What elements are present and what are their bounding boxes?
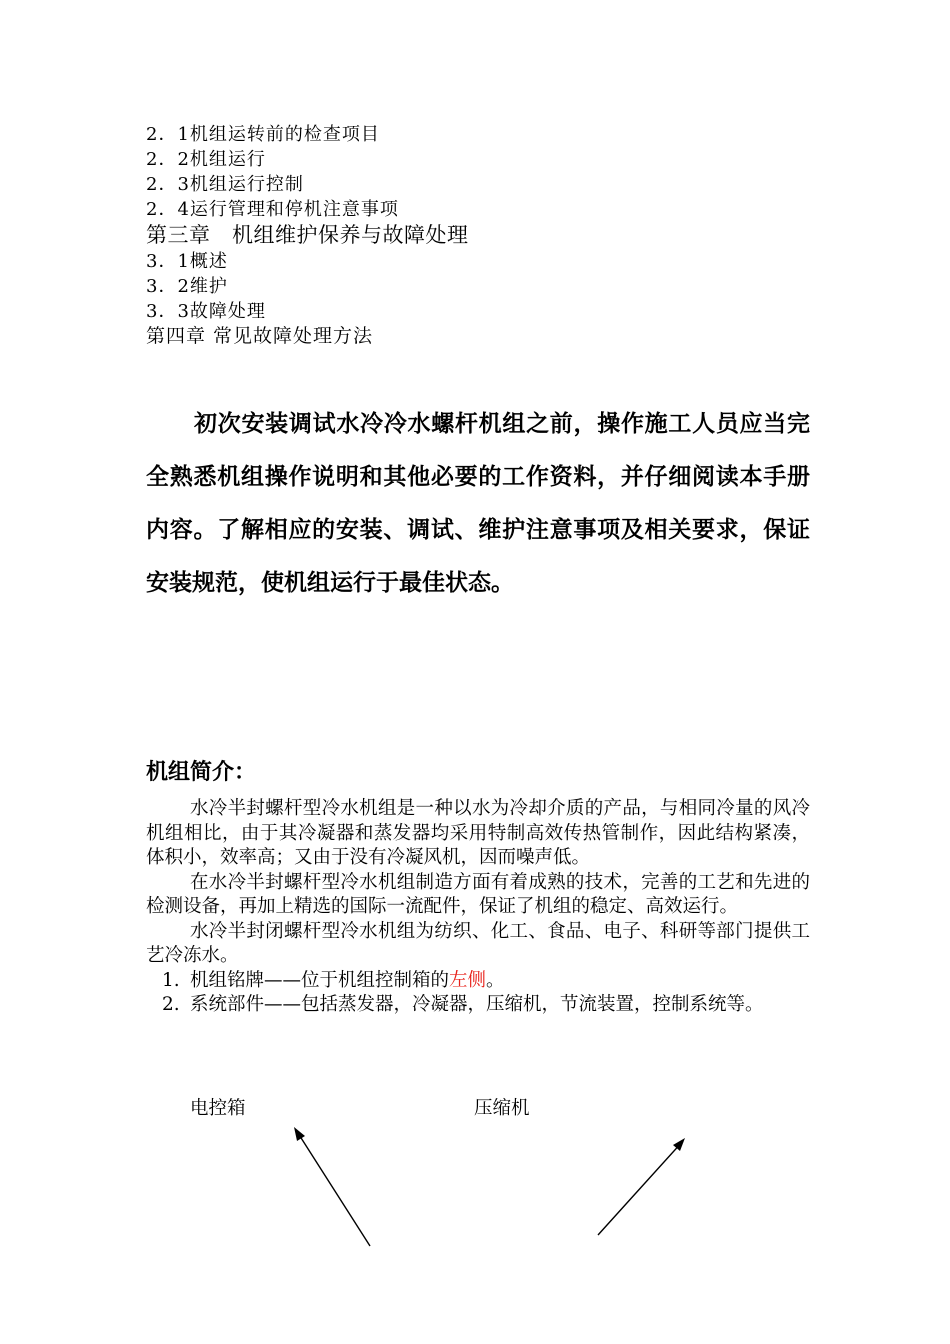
toc-item: 2．4运行管理和停机注意事项: [146, 199, 399, 220]
list-item-text: 机组铭牌——位于机组控制箱的: [190, 969, 450, 991]
section-title: 机组简介：: [146, 760, 257, 785]
body-paragraph: 水冷半封螺杆型冷水机组是一种以水为冷却介质的产品，与相同冷量的风冷机组相比，由于其冷凝器和蒸发器均采用特制高效传热管制作，因此结构紧凑，体积小，效率高；又由于没有冷凝风机，因而噪声低。: [146, 798, 810, 868]
highlight-text: 左侧: [449, 969, 487, 991]
intro-paragraph: 初次安装调试水冷冷水螺杆机组之前，操作施工人员应当完全熟悉机组操作说明和其他必要的工作资料，并仔细阅读本手册内容。了解相应的安装、调试、维护注意事项及相关要求，保证安装规范，使机组运行于最佳状态。: [146, 411, 810, 596]
arrow-to-compressor: [598, 1138, 685, 1235]
list-item-text: 系统部件——包括蒸发器，冷凝器，压缩机，节流装置，控制系统等。: [190, 994, 764, 1015]
toc-chapter: 第四章 常见故障处理方法: [146, 325, 374, 347]
toc-item: 3．1概述: [146, 251, 228, 272]
toc-item: 2．2机组运行: [146, 149, 266, 170]
toc-item: 3．2维护: [146, 276, 228, 297]
toc-chapter: 第三章 机组维护保养与故障处理: [146, 223, 469, 247]
toc-item: 3．3故障处理: [146, 301, 266, 322]
list-number: 1.: [162, 969, 180, 991]
list-item-suffix: 。: [486, 969, 505, 991]
toc-item: 2．3机组运行控制: [146, 174, 304, 195]
toc-item: 2．1机组运转前的检查项目: [146, 124, 380, 145]
list-number: 2.: [162, 994, 180, 1015]
arrow-to-control-box: [294, 1127, 370, 1246]
label-control-box: 电控箱: [190, 1098, 246, 1119]
body-paragraph: 在水冷半封螺杆型冷水机组制造方面有着成熟的技术，完善的工艺和先进的检测设备，再加上精选的国际一流配件，保证了机组的稳定、高效运行。: [146, 871, 810, 917]
label-compressor: 压缩机: [474, 1098, 530, 1119]
body-paragraph: 水冷半封闭螺杆型冷水机组为纺织、化工、食品、电子、科研等部门提供工艺冷冻水。: [146, 920, 810, 966]
